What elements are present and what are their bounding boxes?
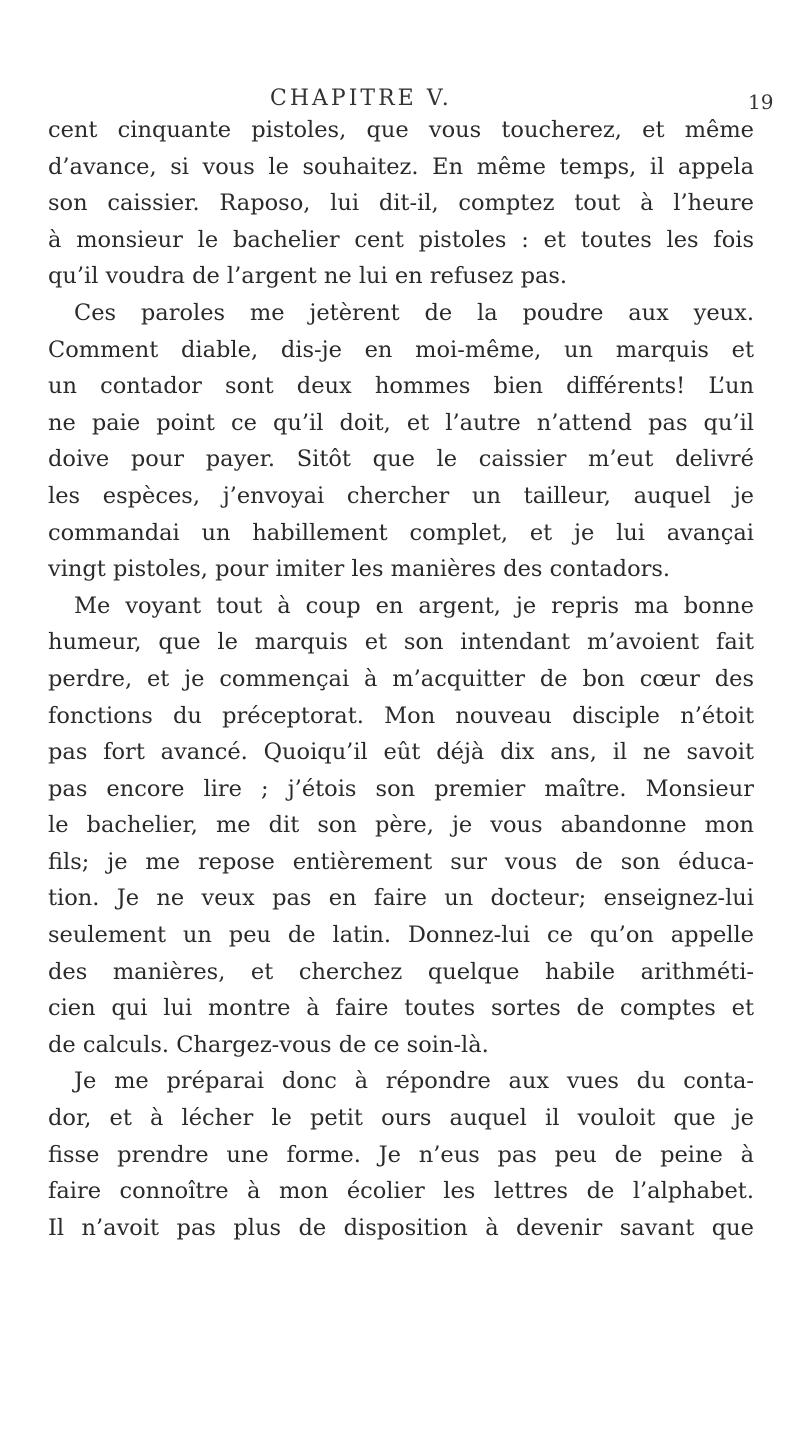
text-line: à monsieur le bachelier cent pistoles : et toutes les fois bbox=[48, 226, 754, 253]
text-line: perdre, et je commençai à m’acquitter de bon cœur des bbox=[48, 665, 754, 692]
text-line: cien qui lui montre à faire toutes sortes de comptes et bbox=[48, 995, 754, 1022]
text-line: qu’il voudra de l’argent ne lui en refusez pas. bbox=[48, 263, 568, 290]
text-line: un contador sont deux hommes bien différents! L’un bbox=[48, 373, 754, 400]
text-line: Me voyant tout à coup en argent, je repris ma bonne bbox=[74, 592, 754, 619]
text-line: fils; je me repose entièrement sur vous de son éduca- bbox=[48, 848, 754, 875]
text-line: Je me préparai donc à répondre aux vues du conta- bbox=[74, 1068, 754, 1095]
text-line: faire connoître à mon écolier les lettres de l’alphabet. bbox=[48, 1178, 754, 1205]
body-text bbox=[48, 112, 754, 1246]
text-line: fonctions du préceptorat. Mon nouveau disciple n’étoit bbox=[48, 702, 754, 729]
text-line: Ces paroles me jetèrent de la poudre aux yeux. bbox=[74, 299, 754, 326]
text-line: d’avance, si vous le souhaitez. En même temps, il appela bbox=[48, 153, 754, 180]
text-line: de calculs. Chargez-vous de ce soin-là. bbox=[48, 1031, 489, 1058]
text-line: des manières, et cherchez quelque habile arithméti- bbox=[48, 958, 754, 985]
text-line: le bachelier, me dit son père, je vous abandonne mon bbox=[48, 812, 754, 839]
text-line: commandai un habillement complet, et je lui avançai bbox=[48, 519, 754, 546]
text-line: pas fort avancé. Quoiqu’il eût déjà dix ans, il ne savoit bbox=[48, 739, 754, 766]
text-line: ne paie point ce qu’il doit, et l’autre n’attend pas qu’il bbox=[48, 409, 754, 436]
chapter-heading: CHAPITRE V. bbox=[270, 86, 452, 111]
text-line: son caissier. Raposo, lui dit-il, comptez tout à l’heure bbox=[48, 190, 754, 217]
text-line: cent cinquante pistoles, que vous toucherez, et même bbox=[48, 117, 754, 143]
text-line: humeur, que le marquis et son intendant m’avoient fait bbox=[48, 629, 754, 656]
text-line: les espèces, j’envoyai chercher un tailleur, auquel je bbox=[48, 482, 754, 509]
text-line: Comment diable, dis-je en moi-même, un marquis et bbox=[48, 336, 754, 363]
text-line: Il n’avoit pas plus de disposition à devenir savant que bbox=[48, 1214, 754, 1241]
text-line: doive pour payer. Sitôt que le caissier m’eut delivré bbox=[48, 446, 754, 473]
text-line: fisse prendre une forme. Je n’eus pas peu de peine à bbox=[48, 1141, 754, 1168]
text-line: dor, et à lécher le petit ours auquel il vouloit que je bbox=[48, 1105, 754, 1132]
text-line: seulement un peu de latin. Donnez-lui ce qu’on appelle bbox=[48, 922, 754, 949]
text-line: tion. Je ne veux pas en faire un docteur; enseignez-lui bbox=[48, 885, 754, 912]
page-number: 19 bbox=[748, 90, 774, 114]
text-line: pas encore lire ; j’étois son premier maître. Monsieur bbox=[48, 775, 754, 802]
text-line: vingt pistoles, pour imiter les manières des contadors. bbox=[48, 556, 671, 583]
